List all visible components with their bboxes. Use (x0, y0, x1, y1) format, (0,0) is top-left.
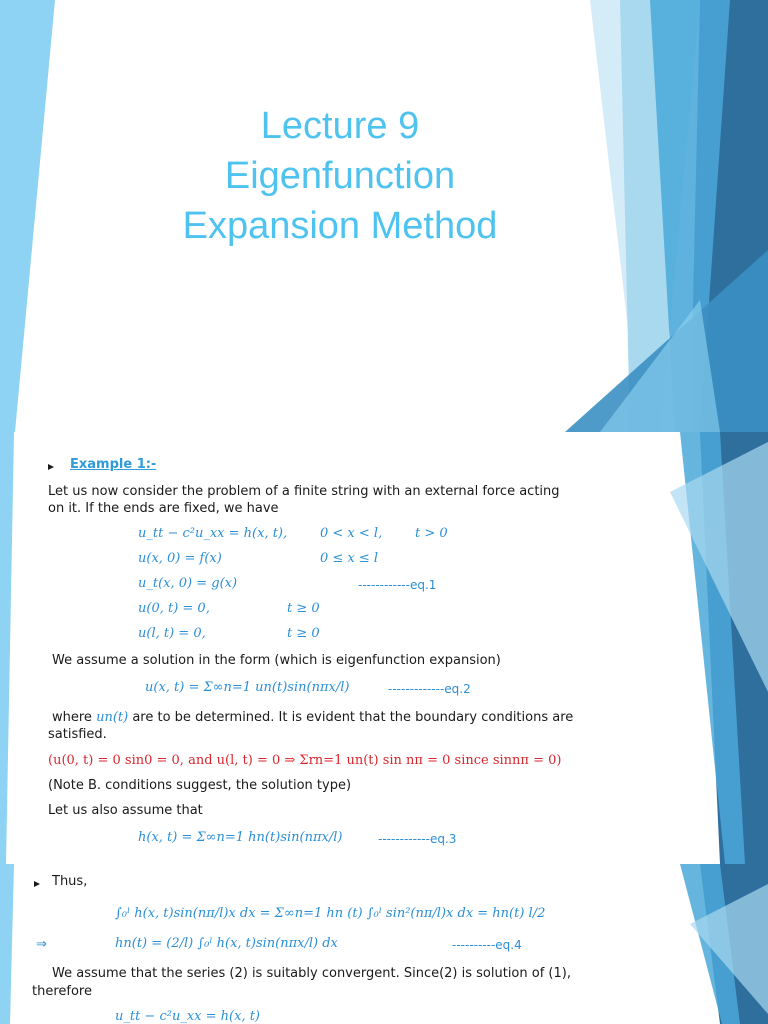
note-line: (Note B. conditions suggest, the solution type) (48, 778, 352, 793)
assume-line: We assume a solution in the form (which is eigenfunction expansion) (52, 653, 501, 668)
integral-line: ∫₀ˡ h(x, t)sin(nπ/l)x dx = Σ∞n=1 hn (t) ∫₀ˡ sin²(nπ/l)x dx = hn(t) l/2 (115, 906, 546, 921)
converge-line-2: therefore (32, 984, 92, 999)
left-accent-shape (0, 864, 14, 1024)
satisfied-line: satisfied. (48, 727, 107, 742)
eq1-line-5: u(l, t) = 0, (138, 626, 206, 641)
title-slide (0, 0, 768, 432)
eq1-line-1: u_tt − c²u_xx = h(x, t), (138, 526, 288, 541)
where-line (52, 710, 573, 725)
thus-label: Thus, (52, 874, 88, 889)
converge-line-1: We assume that the series (2) is suitably convergent. Since(2) is solution of (1), (52, 966, 571, 981)
eq4: hn(t) = (2/l) ∫₀ˡ h(x, t)sin(nπx/l) dx (115, 936, 338, 951)
eq1-line-3: u_t(x, 0) = g(x) (138, 576, 238, 591)
also-assume-line: Let us also assume that (48, 803, 203, 818)
where-var: un(t) (96, 710, 129, 725)
left-accent-shape (0, 432, 14, 864)
intro-line-1: Let us now consider the problem of a finite string with an external force acting (48, 484, 560, 499)
eq1-line-5-time: t ≥ 0 (287, 626, 320, 641)
red-note: (u(0, t) = 0 sin0 = 0, and u(l, t) = 0 ⇒ Σrn=1 un(t) sin nπ = 0 since sinnπ = 0) (48, 753, 562, 768)
eq2-label: -------------eq.2 (388, 682, 471, 696)
eq4-label: ----------eq.4 (452, 938, 522, 952)
implies-symbol: ⇒ (36, 937, 47, 952)
derivation-slide (0, 864, 768, 1024)
title-line-2: Eigenfunction (224, 155, 456, 197)
eq1-label: ------------eq.1 (358, 578, 437, 592)
title-line-1: Lecture 9 (260, 105, 420, 147)
where-post: are to be determined. It is evident that the boundary conditions are (132, 710, 574, 725)
eq1-line-1-time: t > 0 (415, 526, 448, 541)
left-accent-shape (0, 0, 55, 432)
eq3-label: ------------eq.3 (378, 832, 457, 846)
where-pre: where (52, 710, 92, 725)
bullet-icon (34, 881, 40, 887)
eq1-line-4-time: t ≥ 0 (287, 601, 320, 616)
example-heading: Example 1:- (70, 457, 157, 472)
eq1-line-1-domain: 0 < x < l, (320, 526, 383, 541)
intro-line-2: on it. If the ends are fixed, we have (48, 501, 279, 516)
eq1-line-2-domain: 0 ≤ x ≤ l (320, 551, 379, 566)
eq3: h(x, t) = Σ∞n=1 hn(t)sin(nπx/l) (138, 830, 343, 845)
title-line-3: Expansion Method (182, 205, 498, 247)
example-slide (0, 432, 768, 864)
last-equation: u_tt − c²u_xx = h(x, t) (115, 1009, 260, 1024)
eq2: u(x, t) = Σ∞n=1 un(t)sin(nπx/l) (145, 680, 350, 695)
eq1-line-2: u(x, 0) = f(x) (138, 551, 222, 566)
bullet-icon (48, 464, 54, 470)
eq1-line-4: u(0, t) = 0, (138, 601, 210, 616)
